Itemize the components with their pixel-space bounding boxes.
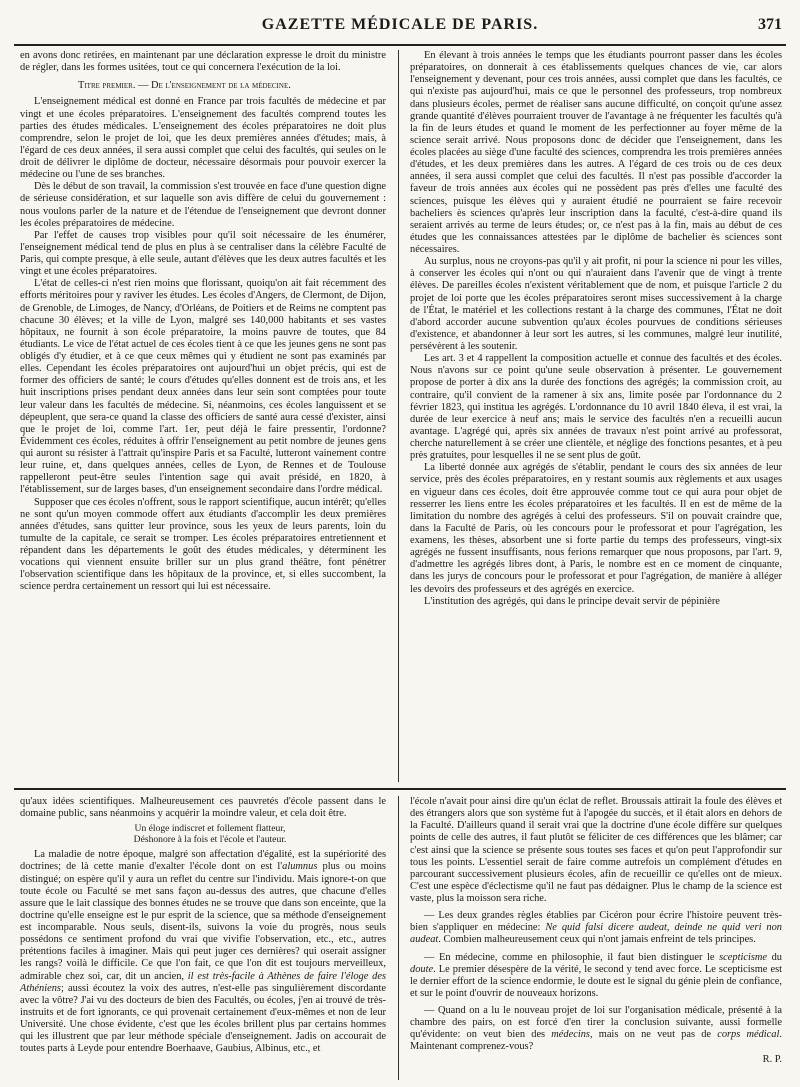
paragraph: En élevant à trois années le temps que les étudiants pourront passer dans les écoles préparatoires, on donnerait à ces établissements quelques chances de vie, car alors l'enseignement y devenant, pour ces trois années, aussi complet que dans les facultés, ce qui n'existe pas aujourd'hui, mais ce que le personnel des professeurs, trop nombreux dans plusieurs écoles, permet de réaliser sans aucune difficulté, on conçoit qu'une assez grande quantité d'élèves pourraient trouver de l'avantage à ne fréquenter les facultés qu'à la fin de leurs études et quand le moment de les perfectionner au foyer même de la science serait arrivé. Nous proposons donc de décider que l'enseignement, dans les écoles placées au siège d'une faculté des sciences, comprendra les trois premières années d'études, et les deux premières dans les autres. A l'égard de ces trois ou de ces deux années, il sera aussi complet que celui des facultés. Il n'est pas possible d'accorder la faveur de trois années aux écoles qui ne possèdent pas près d'elles une faculté des sciences, puisque les élèves qui y auraient étudié ne pourraient se faire recevoir bacheliers ès sciences qu'après leur inscription dans la faculté, c'est-à-dire quand ils seraient arrivés au terme de leurs études; or, ce n'est pas à la fin, mais au début de ces études que les connaissances attestées par le diplôme de bachelier ès sciences sont nécessaires. [410, 50, 782, 255]
paragraph: l'école n'avait pour ainsi dire qu'un éclat de reflet. Broussais attirait la foule des élèves et des étrangers alors que son système fut à l'apogée du succès, et il était alors en dehors de la Faculté. D'ailleurs quand il serait vrai que la doctrine d'une école diffère sur quelques points de celle des autres, il faut plutôt se féliciter de ces différences que les blâmer; car c'est ainsi que la science se présente sous toutes ses faces et qu'on peut l'approfondir sur tous les points. L'essentiel serait de faire comme autrefois un complément d'études en parcourant successivement plusieurs écoles, afin de recueillir ce qu'elles ont de mieux. C'est une espèce d'éclectisme qu'il ne faut pas dédaigner. Plus le champ de la science est vaste, plus la moisson sera riche. [410, 796, 782, 904]
text-run: — Quand on a lu le nouveau projet de loi sur l'organisation médicale, présenté à la chambre des pairs, on est forcé d'en tirer la conclusion suivante, aussi formelle qu'évidente: on veut bien des [410, 1005, 782, 1041]
page-header [0, 10, 800, 40]
text-run: ; aussi écoutez la voix des autres, n'est-elle pas singulièrement discordante avec la vôtre? J'ai vu des docteurs de bien des Facultés, ou écoles, j'en ai trouvé de très-instruits et de fort ignorants, ce qui provenait certainement d'eux-mêmes et non de leur Université. Une chose évidente, c'est que les écoles brillent plus par certains hommes qui les illustrent que par leur méthode spéciale d'enseignement. Jadis on accourait de toutes parts à Leyde pour entendre Boerhaave, Gaubius, Albinus, etc., et [20, 982, 386, 1055]
upper-right-column [410, 50, 782, 608]
text-run: La maladie de notre époque, malgré son affectation d'égalité, est la supériorité des doctrines; de là cette manie d'exalter l'école dont on est l' [20, 849, 386, 873]
verse-line: Déshonore à la fois et l'école et l'auteur. [133, 834, 287, 846]
column-divider-lower [398, 796, 399, 1080]
section-heading-text: De l'enseignement de la médecine. [151, 80, 291, 92]
italic-term: scepticisme [719, 951, 768, 963]
upper-left-column [20, 50, 386, 594]
text-run: du [767, 951, 782, 963]
italic-term: alumnus [282, 861, 318, 873]
italic-quote: il est très-facile à Athènes de faire l'éloge des Athéniens [20, 970, 386, 994]
paragraph: L'enseignement médical est donné en France par trois facultés de médecine et par vingt et une écoles préparatoires. L'enseignement des facultés comprend toutes les parties des études médicales. L'enseignement des écoles préparatoires ne doit plus comprendre, selon le projet de loi, que les deux premières années d'études; mais, à l'égard de ces deux années, il sera aussi complet que celui des facultés, qui seules on le droit de délivrer le diplôme de docteur, nécessaire désormais pour pouvoir exercer la médecine ou l'une de ses branches. [20, 96, 386, 181]
paragraph: Supposer que ces écoles n'offrent, sous le rapport scientifique, aucun intérêt; qu'elles ne sont qu'un moyen commode offert aux étudiants d'accomplir les deux premières années d'études, sans quitter leur province, sous les yeux de leurs parents, loin du tumulte de la capitale, ce serait se tromper. Les écoles préparatoires entretiennent et répandent dans les départements le goût des études médicales, y déterminent les vocations qui viennent ensuite briller sur un plus grand théâtre, font pénétrer l'observation scientifique dans les hôpitaux de la province, et, si elles succombent, la science perdra certainement un ressort qui lui est nécessaire. [20, 496, 386, 593]
signature: R. P. [762, 1053, 782, 1065]
verse-line: Un éloge indiscret et follement flatteur, [134, 823, 286, 835]
text-run: plus ou moins distingué; on espère qu'il y aura un reflet du centre sur l'individu. Mais ignore-t-on que toute école ou Faculté se met sans façon au-dessus des autres, que chacune d'elles assure que le lait classique des bonnes études ne se trouve que dans son enceinte, que la doctrine qu'elle enseigne est le pur esprit de la science, que sa méthode d'enseignement est incomparable. Nous seuls, disent-ils, suivons la voie du progrès, nous seuls possédons ce sentiment profond du vrai que vivifie l'observation, etc., etc., autres prétentions faciles à imaginer. Mais qui peut juger ces dernières? qui oserait assigner les rangs? voilà le difficile. Ce que l'on fait, ce que l'on dit est toujours merveilleux, admirable chez soi, car, dit un ancien, [20, 861, 386, 982]
text-run: . Combien malheureusement ceux qui n'ont jamais enfreint de tels principes. [438, 934, 756, 946]
italic-term: doute [410, 963, 434, 975]
text-run: . Maintenant comprenez-vous? [410, 1029, 782, 1053]
paragraph [410, 952, 782, 1001]
paragraph: Les art. 3 et 4 rappellent la composition actuelle et connue des facultés et des écoles. Nous n'avons sur ce point qu'une seule observation à présenter. Le gouvernement propose de porter à dix ans la durée des fonctions des agrégés; la commission croit, au contraire, qu'il convient de la ramener à six ans, limite posée par l'ordonnance du 2 février 1823, qui institua les agrégés. L'ordonnance du 10 avril 1840 éleva, il est vrai, la durée de leur exercice à neuf ans; mais le service des facultés n'en a recueilli aucun avantage. L'agrégé qui, après six années de travaux n'est point arrivé au professorat, cherche naturellement à se créer une clientèle, et néglige des fonctions pesantes, et à peu près gratuites, pour lesquelles il ne se sent plus de goût. [410, 353, 782, 462]
paragraph [410, 1005, 782, 1054]
text-run: — En médecine, comme en philosophie, il faut bien distinguer le [424, 951, 720, 963]
text-run: . Le premier désespère de la vérité, le second y tend avec force. Le scepticisme est le dernier effort de la science endormie, le doute est le signal du génie plein de confiance, et sur le point d'ouvrir de nouveaux horizons. [410, 963, 782, 999]
verse-quote [20, 823, 386, 845]
paragraph [410, 910, 782, 946]
paragraph: Dès le début de son travail, la commission s'est trouvée en face d'une question digne de sérieuse considération, et sur laquelle son avis diffère de celui du gouvernement : nous voulons parler de la nature et de l'étendue de l'enseignement que devront donner les écoles préparatoires de médecine. [20, 181, 386, 229]
lower-right-column [410, 796, 782, 1066]
page-number: 371 [758, 16, 782, 33]
text-run: — Les deux grandes règles établies par Cicéron pour écrire l'histoire peuvent très-bien s'appliquer en médecine: [410, 910, 782, 934]
paragraph: L'institution des agrégés, qui dans le principe devait servir de pépinière [424, 595, 720, 607]
lower-left-column [20, 796, 386, 1055]
paragraph: qu'aux idées scientifiques. Malheureusement ces pauvretés d'école passent dans le domaine public, sans néanmoins y acquérir la moindre valeur, et cela doit être. [20, 796, 386, 820]
paragraph: Par l'effet de causes trop visibles pour qu'il soit nécessaire de les énumérer, l'enseignement médical tend de plus en plus à se centraliser dans la célèbre Faculté de Paris, qui compte presque, à elle seule, autant d'élèves que les deux autres facultés et les vingt et une écoles préparatoires. [20, 229, 386, 278]
paragraph: La liberté donnée aux agrégés de s'établir, pendant le cours des six années de leur service, près des écoles préparatoires, en y restant soumis aux règlements et aux usages en vigueur dans ces écoles, doit être approuvée comme tout ce qui aura pour objet de resserrer les liens entre les écoles préparatoires et les facultés. Il en est de même de la limitation du nombre des agrégés à celui des professeurs. S'il on pouvait craindre que, dans la Faculté de Paris, où les concours pour le professorat et pour l'agrégation, les examens, les thèses, absorbent une si forte partie du temps des professeurs, vingt-six agrégés ne fussent insuffisants, nous ferions remarquer que nous proposons, par l'art. 9, d'admettre les agrégés libres dont, à Paris, le nombre est en ce moment de cinquante, dans les jurys de concours pour le professorat et pour l'agrégation, de manière à alléger les devoirs des professeurs et des agrégés en exercice. [410, 462, 782, 595]
section-heading [20, 80, 386, 92]
header-rule [14, 44, 786, 46]
journal-title: GAZETTE MÉDICALE DE PARIS. [261, 16, 539, 33]
text-run: , mais on ne veut pas de [589, 1029, 718, 1041]
paragraph [20, 849, 386, 1055]
section-heading-prefix: Titre premier. — [78, 80, 152, 92]
italic-quote: Ne quid falsi dicere audeat, deinde ne quid veri non audeat [410, 922, 783, 946]
section-rule [14, 788, 786, 790]
column-divider-upper [398, 50, 399, 782]
italic-term: médecins [551, 1029, 590, 1041]
paragraph: L'état de celles-ci n'est rien moins que florissant, quoiqu'on ait fait récemment des efforts méritoires pour y raviver les études. Les écoles d'Angers, de Clermont, de Dijon, de Grenoble, de Limoges, de Nancy, d'Orléans, de Poitiers et de Reims ne comptent pas chacune 30 élèves; et la ville de Lyon, malgré ses 140,000 habitants et ses vastes hôpitaux, ne fournit à son école préparatoire, la moins pauvre de toutes, que 84 étudiants. Le vice de l'état actuel de ces écoles tient à ce que les jeunes gens ne sont pas obligés d'y étudier, et à ce que ceux mêmes qui y étudient ne sont pas examinés par elles. Cependant les écoles préparatoires ont aujourd'hui un objet précis, qui est de former des officiers de santé; le cours d'études qu'elles donnent est de trois ans, et les huit inscriptions prises pendant deux années dans leur sein sont comptées pour toute leur valeur dans les facultés de médecine. Si, néanmoins, ces écoles languissent et se dépeuplent, que sera-ce quand la classe des officiers de santé aura cessé d'exister, ainsi que le projet de loi, comme l'art. 1er, peut déjà le faire pressentir, l'ordonne? Évidemment ces écoles, réduites à offrir l'enseignement au petit nombre de jeunes gens qui auront su résister à l'attrait qu'inspire Paris et sa Faculté, lutteront vainement contre leur ruine, et, dans quelques années, celles de Lyon, de Rennes et de Toulouse rappelleront peut-être seules l'intention sage qui avait présidé, en 1820, à l'établissement, sur de larges bases, d'un enseignement secondaire dans l'ordre médical. [20, 278, 386, 496]
paragraph: Au surplus, nous ne croyons-pas qu'il y ait profit, ni pour la science ni pour les villes, à conserver les écoles qui n'ont ou qui n'auraient dans l'avenir que de vingt à trente élèves. De pareilles écoles n'existent véritablement que de nom, et puisque l'article 2 du projet de loi porte que les écoles préparatoires seront mises successivement à la charge de l'État, le matériel et les collections restant à la charge des communes, l'État ne doit d'abord accorder aucune subvention qu'aux écoles pourvues de conditions sérieuses d'existence, et abandonner à leur sort les autres, si les communes, malgré leur inutilité, persévèrent à les soutenir. [410, 256, 782, 352]
italic-term: corps médical [717, 1029, 780, 1041]
intro-paragraph: en avons donc retirées, en maintenant par une déclaration expresse le droit du ministre de régler, dans les formes usitées, tout ce qui concernera l'exécution de la loi. [20, 50, 386, 74]
